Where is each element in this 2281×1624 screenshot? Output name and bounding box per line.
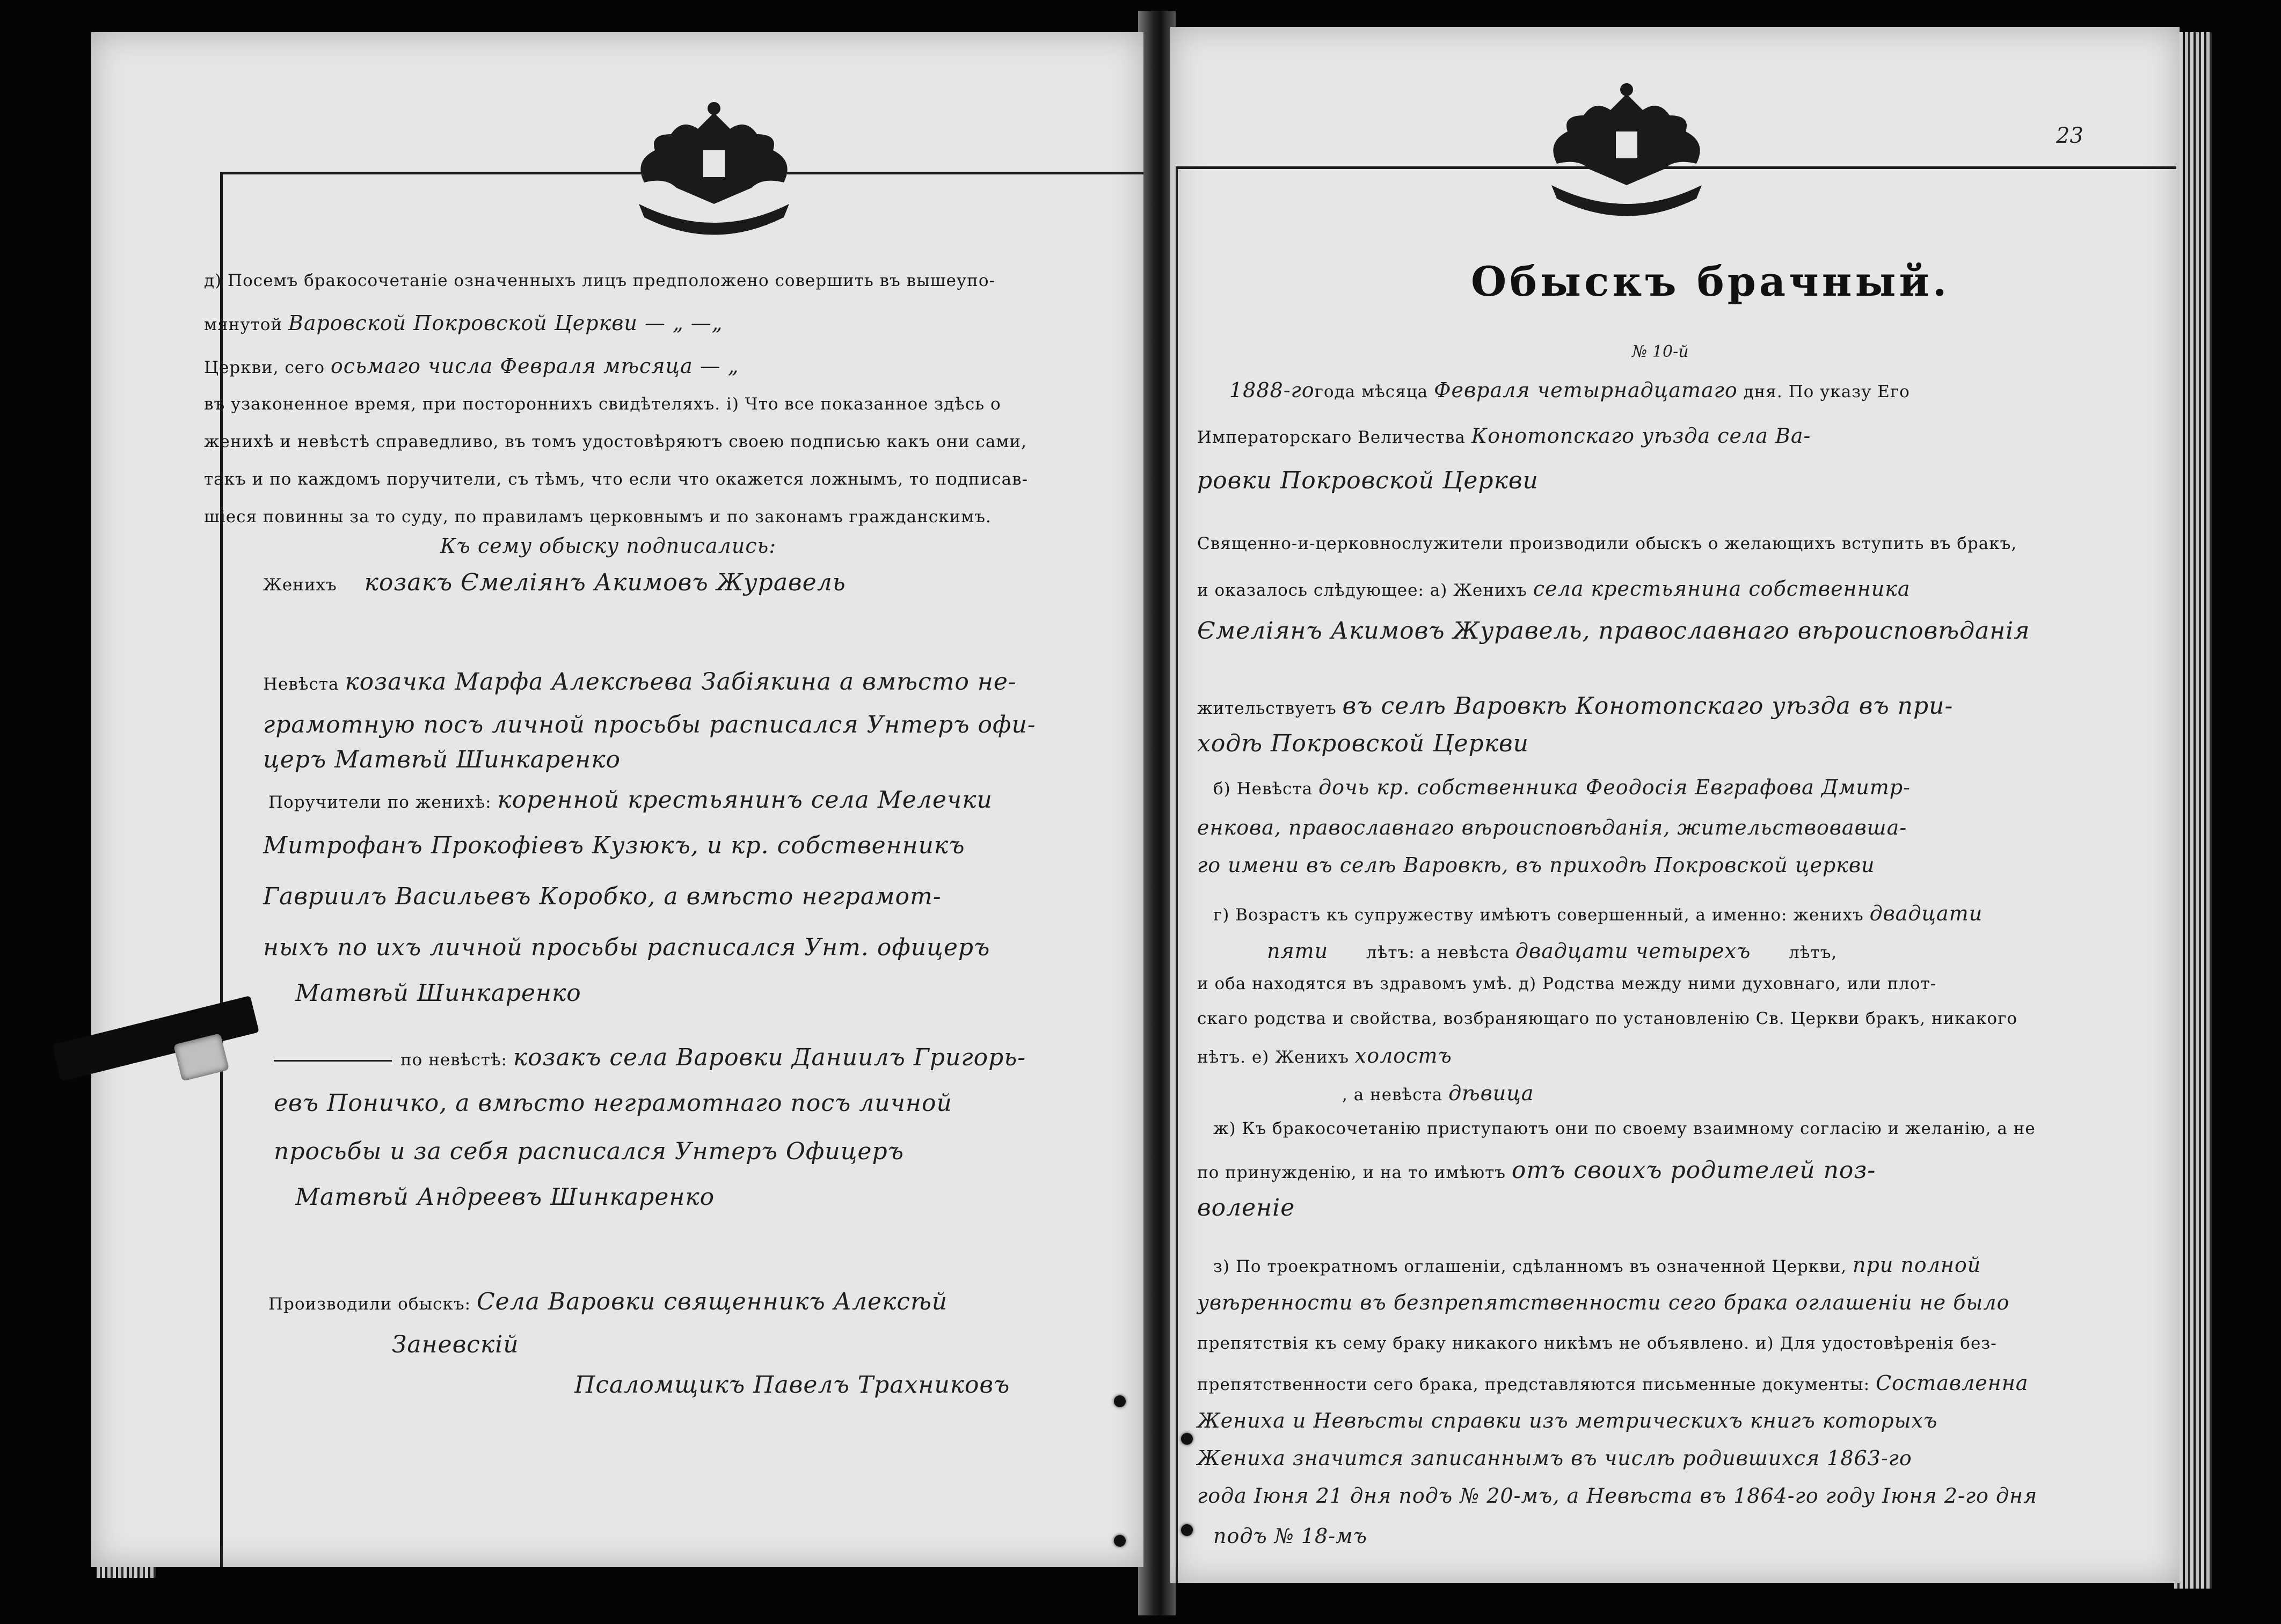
sureties-groom-line: ныхъ по ихъ личной просьбы расписался Унт. офицеръ <box>263 934 990 961</box>
signed-heading: Къ сему обыску подписались: <box>440 534 777 558</box>
page-frame <box>220 172 1143 1567</box>
page-number: 23 <box>2056 123 2083 148</box>
bride-status-line: , а невѣста дѣвица <box>1342 1081 1534 1105</box>
print-line: д) Посемъ бракосочетанiе означенныхъ лицъ предположено совершить въ вышеупо- <box>204 271 995 290</box>
print-line: шiеся повинны за то суду, по правиламъ церковнымъ и по законамъ гражданскимъ. <box>204 507 992 526</box>
banns-line: з) По троекратномъ оглашенiи, сдѣланномъ въ означенной Церкви, при полной <box>1213 1253 1981 1277</box>
documents-line: подъ № 18-мъ <box>1213 1524 1367 1548</box>
residence-line: жительствуетъ въ селѣ Варовкѣ Конотопскаго уѣзда въ при- <box>1197 692 1954 720</box>
documents-line: Жениха значится записаннымъ въ числѣ родившихся 1863-го <box>1197 1446 1912 1470</box>
consent-line-3: воленiе <box>1197 1194 1295 1221</box>
consent-line-2: по принужденiю, и на то имѣютъ отъ своихъ родителей поз- <box>1197 1157 1876 1184</box>
groom-signature-row: Женихъ козакъ Ємелiянъ Акимовъ Журавель <box>263 569 846 596</box>
print-line: въ узаконенное время, при постороннихъ свидѣтеляхъ. і) Что все показанное здѣсь о <box>204 394 1001 414</box>
sureties-groom-row: Поручители по женихѣ: коренной крестьянинъ села Мелечки <box>268 786 993 814</box>
imperial-eagle-emblem <box>1535 78 1718 217</box>
bride-signature-line: грамотную посъ личной просьбы расписался Унтеръ офи- <box>263 711 1036 738</box>
page-edge-stack <box>2174 32 2212 1589</box>
bride-line-2: енкова, православнаго вѣроисповѣданiя, жительствовавша- <box>1197 816 1907 839</box>
sureties-bride-line: просьбы и за себя расписался Унтеръ Офицеръ <box>274 1138 904 1165</box>
parish-line: ровки Покровской Церкви <box>1197 467 1539 494</box>
kinship-line: и оба находятся въ здравомъ умѣ. д) Родства между ними духовнаго, или плот- <box>1197 974 1937 993</box>
age-line-2: пяти лѣтъ: а невѣста двадцати четырехъ лѣтъ, <box>1267 939 1838 963</box>
bride-signature-row: Невѣста козачка Марфа Алексѣева Забiякина а вмѣсто не- <box>263 668 1017 696</box>
bride-signature-line: церъ Матвѣй Шинкаренко <box>263 746 621 773</box>
performed-line: Псаломщикъ Павелъ Трахниковъ <box>574 1371 1010 1399</box>
binding-hole <box>1181 1433 1193 1445</box>
sureties-groom-line: Гавриилъ Васильевъ Коробко, а вмѣсто неграмот- <box>263 883 942 910</box>
residence-line-2: ходѣ Покровской Церкви <box>1197 730 1529 757</box>
sureties-groom-line: Митрофанъ Прокофiевъ Кузюкъ, и кр. собственникъ <box>263 832 965 859</box>
sureties-bride-line: евъ Поничко, а вмѣсто неграмотнаго посъ личной <box>274 1089 952 1117</box>
groom-name-line: Ємелiянъ Акимовъ Журавель, православнаго вѣроисповѣданiя <box>1197 617 2030 645</box>
left-page <box>91 32 1143 1567</box>
consent-line: ж) Къ бракосочетанiю приступаютъ они по своему взаимному согласiю и желанiю, а не <box>1213 1119 2036 1138</box>
age-line: г) Возрастъ къ супружеству имѣютъ совершенный, а именно: женихъ двадцати <box>1213 902 1983 925</box>
obstacle-line: препятствiя къ сему браку никакого никѣмъ не объявлено. и) Для удостовѣренiя без- <box>1197 1334 1997 1353</box>
print-line: такъ и по каждомъ поручители, съ тѣмъ, что если что окажется ложнымъ, то подписав- <box>204 470 1029 489</box>
right-page <box>1170 27 2180 1583</box>
print-line: Священно-и-церковнослужители производили обыскъ о желающихъ вступить въ бракъ, <box>1197 534 2017 553</box>
bride-line-3: го имени въ селѣ Варовкѣ, въ приходѣ Покровской церкви <box>1197 853 1875 877</box>
print-line: мянутой Варовской Покровской Церкви — „ —„ <box>204 311 723 335</box>
performed-line: Заневскiй <box>392 1331 519 1358</box>
banns-line-2: увѣренности въ безпрепятственности сего брака оглашенiи не было <box>1197 1291 2010 1314</box>
obstacle-line-2: препятственности сего брака, представляются письменные документы: Составленна <box>1197 1371 2029 1395</box>
print-line: Церкви, сего осьмаго числа Февраля мѣсяца — „ <box>204 354 739 378</box>
binding-hole <box>1114 1395 1126 1407</box>
documents-line: года Iюня 21 дня подъ № 20-мъ, а Невѣста въ 1864-го году Iюня 2-го дня <box>1197 1484 2038 1508</box>
status-line: нѣтъ. е) Женихъ холостъ <box>1197 1044 1452 1067</box>
authority-line: Императорскаго Величества Конотопскаго уѣзда села Ва- <box>1197 424 1811 448</box>
sureties-bride-line: Матвѣй Андреевъ Шинкаренко <box>295 1183 715 1211</box>
document-title: Обыскъ брачный. <box>1471 258 1950 305</box>
groom-line: и оказалось слѣдующее: а) Женихъ села крестьянина собственника <box>1197 577 1911 601</box>
kinship-line: скаго родства и свойства, возбраняющаго по установленiю Св. Церкви бракъ, никакого <box>1197 1009 2017 1028</box>
documents-line: Жениха и Невѣсты справки изъ метрическихъ книгъ которыхъ <box>1197 1409 1938 1432</box>
imperial-eagle-emblem <box>623 97 805 236</box>
sureties-groom-line: Матвѣй Шинкаренко <box>295 979 581 1007</box>
bride-line: б) Невѣста дочь кр. собственника Феодосiя Евграфова Дмитр- <box>1213 776 1911 799</box>
performed-row: Производили обыскъ: Села Варовки священникъ Алексѣй <box>268 1288 948 1315</box>
date-line: 1888-гогода мѣсяца Февраля четырнадцатаго дня. По указу Его <box>1229 378 1910 402</box>
sureties-bride-row: по невѣстѣ: козакъ села Варовки Даниилъ Григорь- <box>274 1044 1026 1071</box>
binding-hole <box>1181 1524 1193 1536</box>
binding-hole <box>1114 1535 1126 1547</box>
print-line: женихѣ и невѣстѣ справедливо, въ томъ удостовѣряютъ своею подписью какъ они сами, <box>204 432 1027 451</box>
record-number: № 10-й <box>1632 342 1689 361</box>
